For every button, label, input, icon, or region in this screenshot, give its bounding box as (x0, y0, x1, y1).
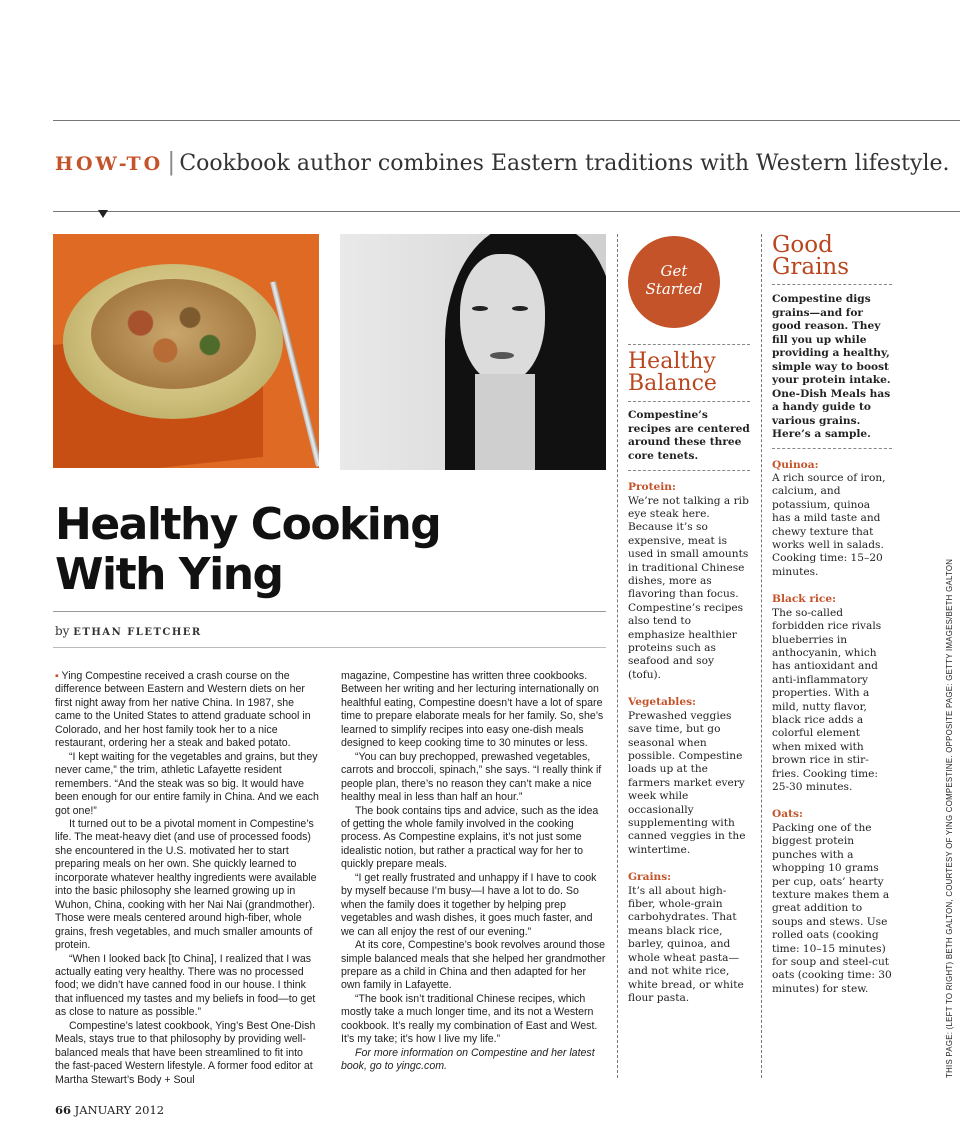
sidebar-divider (617, 234, 618, 1078)
paragraph: “You can buy prechopped, prewashed vegetables, carrots and broccoli, spinach,” she says. “I really think if people plan, there’s no reason they can’t make a nice healthy meal in less than half an hour.” (341, 750, 602, 804)
section-kicker: HOW-TO (55, 153, 164, 175)
portrait-lips (490, 352, 514, 359)
issue-date: JANUARY 2012 (74, 1103, 165, 1117)
item-heading: Black rice: (772, 593, 837, 606)
paragraph: ▪ Ying Compestine received a crash course on the difference between Eastern and Western diets on her first night away from her native China. In 1987, she came to the United States to attend graduate school in Colorado, and her host family took her to a nice restaurant, ordering her a steak and baked potato. (55, 670, 311, 750)
paragraph: magazine, Compestine has written three cookbooks. Between her writing and her lecturing internationally on healthful eating, Compestine doesn’t have a lot of spare time to prepare elaborate meals for her family. So, she’s learned to simplify recipes into easy one-dish meals designed to keep cooking time to 30 minutes or less. (341, 670, 604, 750)
page-number: 66 (55, 1103, 72, 1117)
paragraph: “When I looked back [to China], I realized that I was actually eating very healthy. There was no processed food; we didn’t have canned food in our house. I think that influenced my tastes and my beliefs in food—to get as close to nature as possible.” (55, 952, 316, 1019)
photo-credit: THIS PAGE: (LEFT TO RIGHT) BETH GALTON, COURTESY OF YING COMPESTINE. OPPOSITE PAGE: GETTY IMAGES/BETH GALTON (945, 558, 954, 1078)
item-text: Packing one of the biggest protein punches with a whopping 10 grams per cup, oats’ hearty texture makes them a great addition to soups and stews. Use rolled oats (cooking time: 10–15 minutes) for soup and steel-cut oats (cooking time: 30 minutes) for stew. (772, 821, 892, 995)
get-started-badge (628, 236, 720, 328)
item-heading: Protein: (628, 481, 676, 493)
food-photo (53, 234, 319, 468)
item-text: A rich source of iron, calcium, and potassium, quinoa has a mild taste and chewy texture that works well in salads. Cooking time: 15–20 minutes. (772, 472, 886, 578)
good-grains-sidebar (772, 234, 892, 996)
pointer-triangle-icon (98, 210, 108, 218)
portrait-photo (340, 234, 606, 470)
portrait-face (460, 254, 545, 384)
header-rule (53, 211, 960, 212)
byline (55, 624, 202, 638)
grain-dish (91, 279, 256, 389)
top-rule (53, 120, 960, 121)
badge-line-1: Get (660, 262, 688, 280)
item-text: Prewashed veggies save time, but go seasonal when possible. Compestine loads up at the farmers market every week while occasionally supplementing with canned veggies in the wintertime. (628, 709, 746, 856)
header-separator: | (167, 148, 176, 176)
title-rule (53, 611, 606, 612)
article-column-2 (341, 670, 607, 1074)
sidebar-intro: Compestine’s recipes are centered around these three core tenets. (628, 409, 750, 462)
item-heading: Oats: (772, 808, 803, 821)
section-subtitle: Cookbook author combines Eastern traditions with Western lifestyle. (179, 151, 950, 176)
fork (270, 281, 319, 467)
page-folio (55, 1103, 164, 1117)
paragraph: It turned out to be a pivotal moment in Compestine’s life. The meat-heavy diet (and use of processed foods) she encountered in the U.S. motivated her to start preparing meals on her own. She quickly learned to incorporate whatever healthy ingredients were available into the basic philosophy she learned growing up in Wuhon, China, cooking with her Nai Nai (grandmother). Those were meals centered around high-fiber, whole grains, fresh vegetables, and much smaller amounts of protein. (55, 817, 317, 952)
portrait-eye (472, 306, 488, 311)
paragraph: The book contains tips and advice, such as the idea of getting the whole family involved in the cooking process. As Compestine explains, it’s not just some idealistic notion, but rather a practical way for her to quickly prepare meals. (341, 804, 599, 871)
article-column-1 (55, 670, 320, 1087)
byline-author: ETHAN FLETCHER (73, 627, 202, 638)
dashed-rule (772, 284, 892, 285)
sidebar-intro: Compestine digs grains—and for good reason. They fill you up while providing a healthy, simple way to boost your protein intake. One-Dish Meals has a handy guide to various grains. Here’s a sample. (772, 293, 891, 440)
title-line-2: With Ying (55, 549, 283, 600)
paragraph: At its core, Compestine’s book revolves around those simple balanced meals that she helped her grandmother prepare as a child in China and then adapted for her own family in Lafayette. (341, 939, 606, 992)
item-text: It’s all about high-fiber, whole-grain carbohydrates. That means black rice, barley, quinoa, and whole wheat pasta—and not white rice, white bread, or white flour pasta. (628, 884, 744, 1004)
byline-rule (53, 647, 606, 648)
item-heading: Quinoa: (772, 458, 819, 471)
dashed-rule (628, 470, 750, 471)
sidebar-title: Healthy Balance (628, 349, 717, 396)
portrait-eye (512, 306, 528, 311)
paragraph: “The book isn’t traditional Chinese recipes, which mostly take a much longer time, and its not a Western cookbook. It’s really my combination of East and West. It’s my take; it’s how I live my life.” (341, 992, 598, 1046)
paragraph: For more information on Compestine and her latest book, go to yingc.com. (341, 1046, 595, 1073)
sidebar-title: Good Grains (772, 232, 850, 280)
byline-prefix: by (55, 624, 70, 638)
portrait-neck (475, 374, 535, 470)
item-heading: Grains: (628, 871, 672, 884)
item-text: We’re not talking a rib eye steak here. Because it’s so expensive, meat is used in small amounts in traditional Chinese dishes, more as flavoring than focus. Compestine’s recipes also tend to emphasize healthier proteins such as seafood and soy (tofu). (628, 494, 749, 681)
item-heading: Vegetables: (628, 696, 696, 709)
healthy-balance-sidebar (628, 344, 750, 1005)
dashed-rule (628, 401, 750, 402)
bullet-icon: ▪ (55, 670, 62, 682)
paragraph: “I get really frustrated and unhappy if I have to cook by myself because I’m busy—I have a lot to do. So when the family does it together by helping prep vegetables and wash dishes, it goes much faster, and we can all enjoy the rest of our evening.” (341, 871, 597, 938)
badge-line-2: Started (645, 280, 703, 298)
dashed-rule (772, 448, 892, 449)
item-text: The so-called forbidden rice rivals blueberries in anthocyanin, which has antioxidant and anti-inflammatory properties. With a mild, nutty flavor, black rice adds a colorful element when mixed with brown rice in stir-fries. Cooking time: 25-30 minutes. (772, 606, 882, 794)
article-title (55, 500, 595, 600)
paragraph: “I kept waiting for the vegetables and grains, but they never came,” the trim, athletic Lafayette resident remembers. “And the steak was so big. It would have been enough for our entire family in China. And we each got one!” (55, 750, 319, 817)
dashed-rule (628, 344, 750, 345)
section-header (55, 148, 950, 176)
sidebar-divider (761, 234, 762, 1078)
title-line-1: Healthy Cooking (55, 499, 441, 550)
paragraph: Compestine’s latest cookbook, Ying’s Best One-Dish Meals, stays true to that philosophy by providing well-balanced meals that have been streamlined to fit into the fast-paced Western lifestyle. A former food editor at Martha Stewart’s Body + Soul (55, 1019, 316, 1086)
